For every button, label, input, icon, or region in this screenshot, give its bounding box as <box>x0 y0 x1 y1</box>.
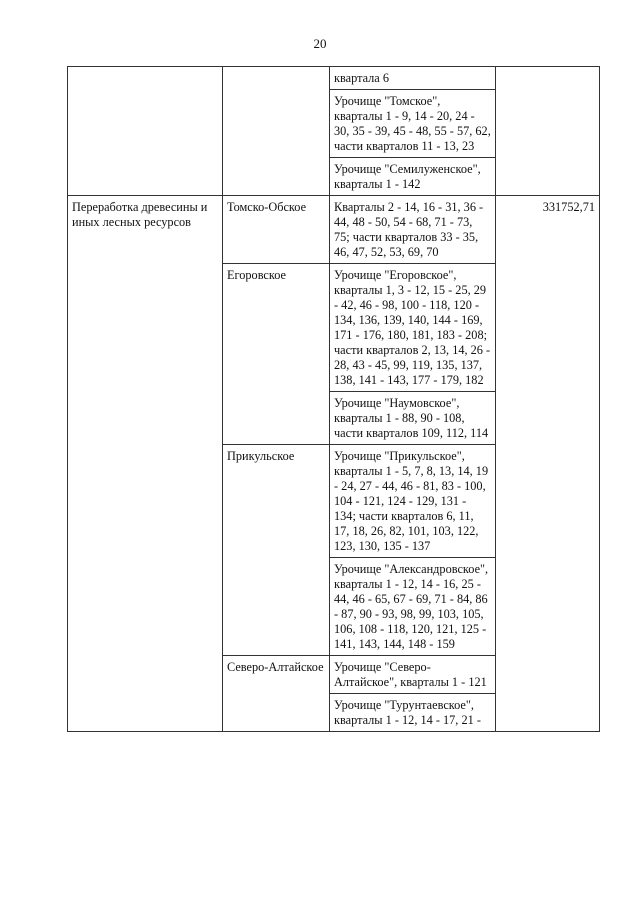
area-cell: Урочище "Турунтаевское", кварталы 1 - 12, 14 - 17, 21 - <box>330 694 496 732</box>
volume-cell-empty <box>496 67 600 196</box>
forestry-table <box>67 66 600 732</box>
forestry-name-cell: Прикульское <box>223 445 330 656</box>
area-cell: Кварталы 2 - 14, 16 - 31, 36 - 44, 48 - 50, 54 - 68, 71 - 73, 75; части кварталов 33 - 35, 46, 47, 52, 53, 69, 70 <box>330 196 496 264</box>
table-row <box>68 196 600 264</box>
area-cell: Урочище "Наумовское", кварталы 1 - 88, 90 - 108, части кварталов 109, 112, 114 <box>330 392 496 445</box>
activity-cell-empty <box>68 67 223 196</box>
volume-cell: 331752,71 <box>496 196 600 732</box>
area-cell: квартала 6 <box>330 67 496 90</box>
table-row <box>68 67 600 90</box>
forestry-name-cell: Томско-Обское <box>223 196 330 264</box>
area-cell: Урочище "Александровское", кварталы 1 - 12, 14 - 16, 25 - 44, 46 - 65, 67 - 69, 71 - 84, 86 - 87, 90 - 93, 98, 99, 103, 105, 106, 108 - 118, 120, 121, 125 - 141, 143, 144, 148 - 159 <box>330 558 496 656</box>
page-number: 20 <box>313 36 327 51</box>
area-cell: Урочище "Прикульское", кварталы 1 - 5, 7, 8, 13, 14, 19 - 24, 27 - 44, 46 - 81, 83 - 100, 104 - 121, 124 - 129, 131 - 134; части кварталов 6, 11, 17, 18, 26, 82, 101, 103, 122, 123, 130, 135 - 137 <box>330 445 496 558</box>
area-cell: Урочище "Егоровское", кварталы 1, 3 - 12, 15 - 25, 29 - 42, 46 - 98, 100 - 118, 120 - 134, 136, 139, 140, 144 - 169, 171 - 176, 180, 181, 183 - 208; части кварталов 2, 13, 14, 26 - 28, 43 - 45, 99, 119, 135, 137, 138, 141 - 143, 177 - 179, 182 <box>330 264 496 392</box>
area-cell: Урочище "Томское", кварталы 1 - 9, 14 - 20, 24 - 30, 35 - 39, 45 - 48, 55 - 57, 62, части кварталов 11 - 13, 23 <box>330 90 496 158</box>
activity-cell: Переработка древесины и иных лесных ресурсов <box>68 196 223 732</box>
forestry-name-cell: Егоровское <box>223 264 330 445</box>
area-cell: Урочище "Семилуженское", кварталы 1 - 142 <box>330 158 496 196</box>
forestry-name-cell: Северо-Алтайское <box>223 656 330 732</box>
area-cell: Урочище "Северо-Алтайское", кварталы 1 - 121 <box>330 656 496 694</box>
forestry-cell-empty <box>223 67 330 196</box>
